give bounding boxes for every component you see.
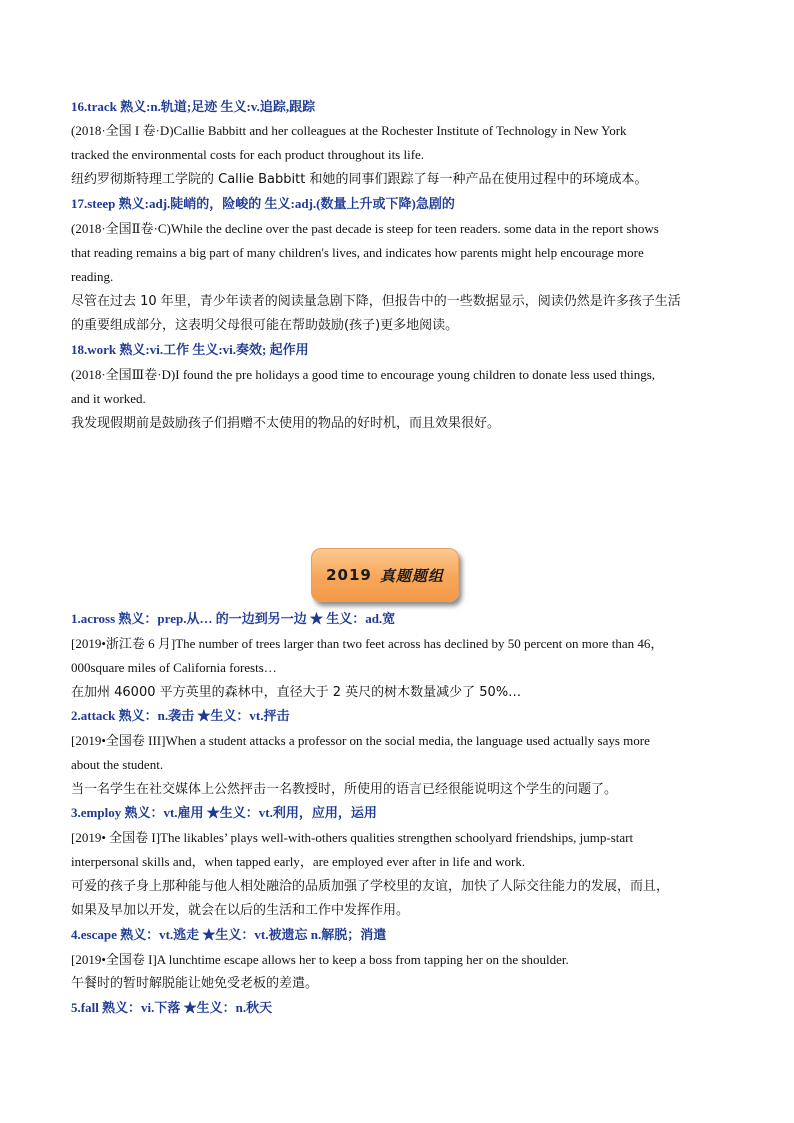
example-translation-zh: 我发现假期前是鼓励孩子们捐赠不太使用的物品的好时机，而且效果很好。 <box>71 416 501 431</box>
example-sentence-en: tracked the environmental costs for each product throughout its life. <box>71 147 425 162</box>
example-translation-zh: 尽管在过去 10 年里，青少年读者的阅读量急剧下降，但报告中的一些数据显示，阅读仍然是许多孩子生活 <box>71 294 681 309</box>
example-translation-zh: 午餐时的暂时解脱能让她免受老板的差遣。 <box>71 976 319 991</box>
example-sentence-en: [2019•全国卷 III]When a student attacks a professor on the social media, the language used actually says more <box>71 733 650 748</box>
example-sentence-en: interpersonal skills and，when tapped early，are employed ever after in life and work. <box>71 854 526 869</box>
entry-heading-track: 16.track 熟义:n.轨道;足迹 生义:v.追踪,跟踪 <box>71 99 316 114</box>
example-translation-zh: 在加州 46000 平方英里的森林中，直径大于 2 英尺的树木数量减少了 50%… <box>71 685 522 700</box>
example-translation-zh: 的重要组成部分，这表明父母很可能在帮助鼓励(孩子)更多地阅读。 <box>71 318 459 333</box>
example-sentence-en: [2019•全国卷 I]A lunchtime escape allows her to keep a boss from tapping her on the shoulder. <box>71 952 569 967</box>
entry-heading-steep: 17.steep 熟义:adj.陡峭的，险峻的 生义:adj.(数量上升或下降)急剧的 <box>71 196 455 211</box>
section-banner-2019 <box>311 548 459 602</box>
example-sentence-en: that reading remains a big part of many children's lives, and indicates how parents might help encourage more <box>71 245 644 260</box>
example-translation-zh: 纽约罗彻斯特理工学院的 Callie Babbitt 和她的同事们跟踪了每一种产品在使用过程中的环境成本。 <box>71 172 648 187</box>
banner-label: 真题题组 <box>379 566 444 585</box>
banner-year: 2019 <box>326 566 372 584</box>
example-sentence-en: [2019• 全国卷 I]The likables’ plays well-with-others qualities strengthen schoolyard friendships, jump-start <box>71 830 634 845</box>
example-sentence-en: (2018·全国Ⅲ卷·D)I found the pre holidays a good time to encourage young children to donate less used things, <box>71 367 656 382</box>
example-sentence-en: [2019•浙江卷 6 月]The number of trees larger than two feet across has declined by 50 percent on more than 46， <box>71 636 664 651</box>
example-sentence-en: (2018·全国 I 卷·D)Callie Babbitt and her colleagues at the Rochester Institute of Technology in New York <box>71 123 627 138</box>
example-translation-zh: 当一名学生在社交媒体上公然抨击一名教授时，所使用的语言已经很能说明这个学生的问题了。 <box>71 782 618 797</box>
example-sentence-en: about the student. <box>71 757 164 772</box>
example-sentence-en: and it worked. <box>71 391 146 406</box>
example-sentence-en: (2018·全国Ⅱ卷·C)While the decline over the past decade is steep for teen readers. some data in the report shows <box>71 221 659 236</box>
entry-heading-escape: 4.escape 熟义：vt.逃走 ★生义：vt.被遗忘 n.解脱；消遣 <box>71 927 387 942</box>
example-sentence-en: 000square miles of California forests… <box>71 660 277 675</box>
entry-heading-attack: 2.attack 熟义：n.袭击 ★生义：vt.抨击 <box>71 708 290 723</box>
entry-heading-across: 1.across 熟义：prep.从… 的一边到另一边 ★ 生义：ad.宽 <box>71 611 396 626</box>
example-translation-zh: 如果及早加以开发，就会在以后的生活和工作中发挥作用。 <box>71 903 410 918</box>
entry-heading-employ: 3.employ 熟义：vt.雇用 ★生义：vt.利用，应用，运用 <box>71 805 377 820</box>
example-sentence-en: reading. <box>71 269 114 284</box>
example-translation-zh: 可爱的孩子身上那种能与他人相处融洽的品质加强了学校里的友谊，加快了人际交往能力的发展，而且， <box>71 879 670 894</box>
entry-heading-fall: 5.fall 熟义：vi.下落 ★生义：n.秋天 <box>71 1000 273 1015</box>
entry-heading-work: 18.work 熟义:vi.工作 生义:vi.奏效; 起作用 <box>71 342 309 357</box>
